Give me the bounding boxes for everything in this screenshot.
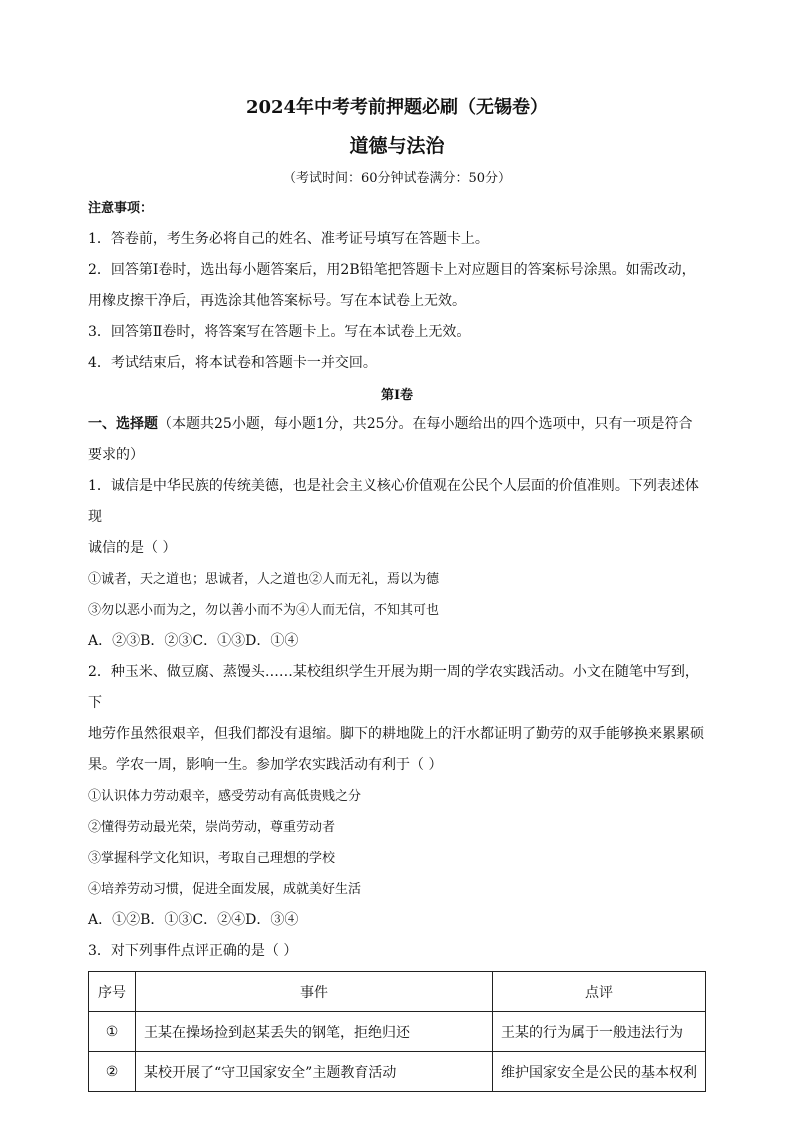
question-2-option: ②懂得劳动最光荣，崇尚劳动，尊重劳动者 [88,820,336,835]
table-header: 点评 [493,972,706,1012]
question-2-option: ①认识体力劳动艰辛，感受劳动有高低贵贱之分 [88,789,362,804]
question-2-option: ④培养劳动习惯，促进全面发展，成就美好生活 [88,882,362,897]
question-1 [88,471,706,657]
section-heading-rest: （本题共25小题，每小题1分，共25分。在每小题给出的四个选项中，只有一项是符合 [158,416,693,432]
subject-title: 道德与法治 [349,135,445,157]
section-heading [88,409,706,440]
question-3 [88,936,706,1092]
table-cell: ① [89,1012,136,1052]
table-cell: 某校开展了“守卫国家安全”主题教育活动 [136,1052,493,1092]
section-heading-cont: 要求的） [88,447,144,463]
note-item: 3．回答第Ⅱ卷时，将答案写在答题卡上。写在本试卷上无效。 [88,324,471,340]
table-row [89,1052,706,1092]
question-2-option: ③掌握科学文化知识，考取自己理想的学校 [88,851,336,866]
section-title: 第Ⅰ卷 [380,388,414,403]
table-cell: 王某在操场捡到赵某丢失的钢笔，拒绝归还 [136,1012,493,1052]
question-2-stem-cont: 果。学农一周，影响一生。参加学农实践活动有利于（ ） [88,757,443,773]
question-1-answers: A．②③B．②③C．①③D．①④ [88,633,299,649]
question-3-table [88,971,706,1092]
question-3-stem: 3．对下列事件点评正确的是（ ） [88,943,298,959]
table-header: 序号 [89,972,136,1012]
note-item: 4．考试结束后，将本试卷和答题卡一并交回。 [88,355,377,371]
table-row [89,1012,706,1052]
table-header: 事件 [136,972,493,1012]
table-cell: ② [89,1052,136,1092]
question-2 [88,657,706,936]
note-item: 用橡皮擦干净后，再选涂其他答案标号。写在本试卷上无效。 [88,293,466,309]
question-1-option-line: ③勿以恶小而为之，勿以善小而不为④人而无信，不知其可也 [88,603,440,618]
question-2-stem-cont: 地劳作虽然很艰辛，但我们都没有退缩。脚下的耕地陇上的汗水都证明了勤劳的双手能够换来累累硕 [88,726,704,742]
question-1-stem-cont: 诚信的是（ ） [88,540,177,556]
question-2-stem: 2．种玉米、做豆腐、蒸馒头……某校组织学生开展为期一周的学农实践活动。小文在随笔中写到，下 [88,664,699,711]
note-item: 2．回答第Ⅰ卷时，选出每小题答案后，用2B铅笔把答题卡上对应题目的答案标号涂黑。如需改动， [88,262,696,278]
table-header-row [89,972,706,1012]
question-2-answers: A．①②B．①③C．②④D．③④ [88,912,299,928]
section-heading-bold: 一、选择题 [88,416,158,432]
table-cell: 王某的行为属于一般违法行为 [493,1012,706,1052]
question-1-stem: 1．诚信是中华民族的传统美德，也是社会主义核心价值观在公民个人层面的价值准则。下列表述体现 [88,478,699,525]
note-item: 1．答卷前，考生务必将自己的姓名、准考证号填写在答题卡上。 [88,231,489,247]
table-cell: 维护国家安全是公民的基本权利 [493,1052,706,1092]
notes-title: 注意事项： [88,201,154,216]
exam-title: 2024年中考考前押题必刷（无锡卷） [245,97,549,118]
question-1-option-line: ①诚者，天之道也；思诚者，人之道也②人而无礼，焉以为德 [88,572,440,587]
notes-list [88,224,706,379]
exam-info: （考试时间：60分钟试卷满分：50分） [282,171,512,186]
